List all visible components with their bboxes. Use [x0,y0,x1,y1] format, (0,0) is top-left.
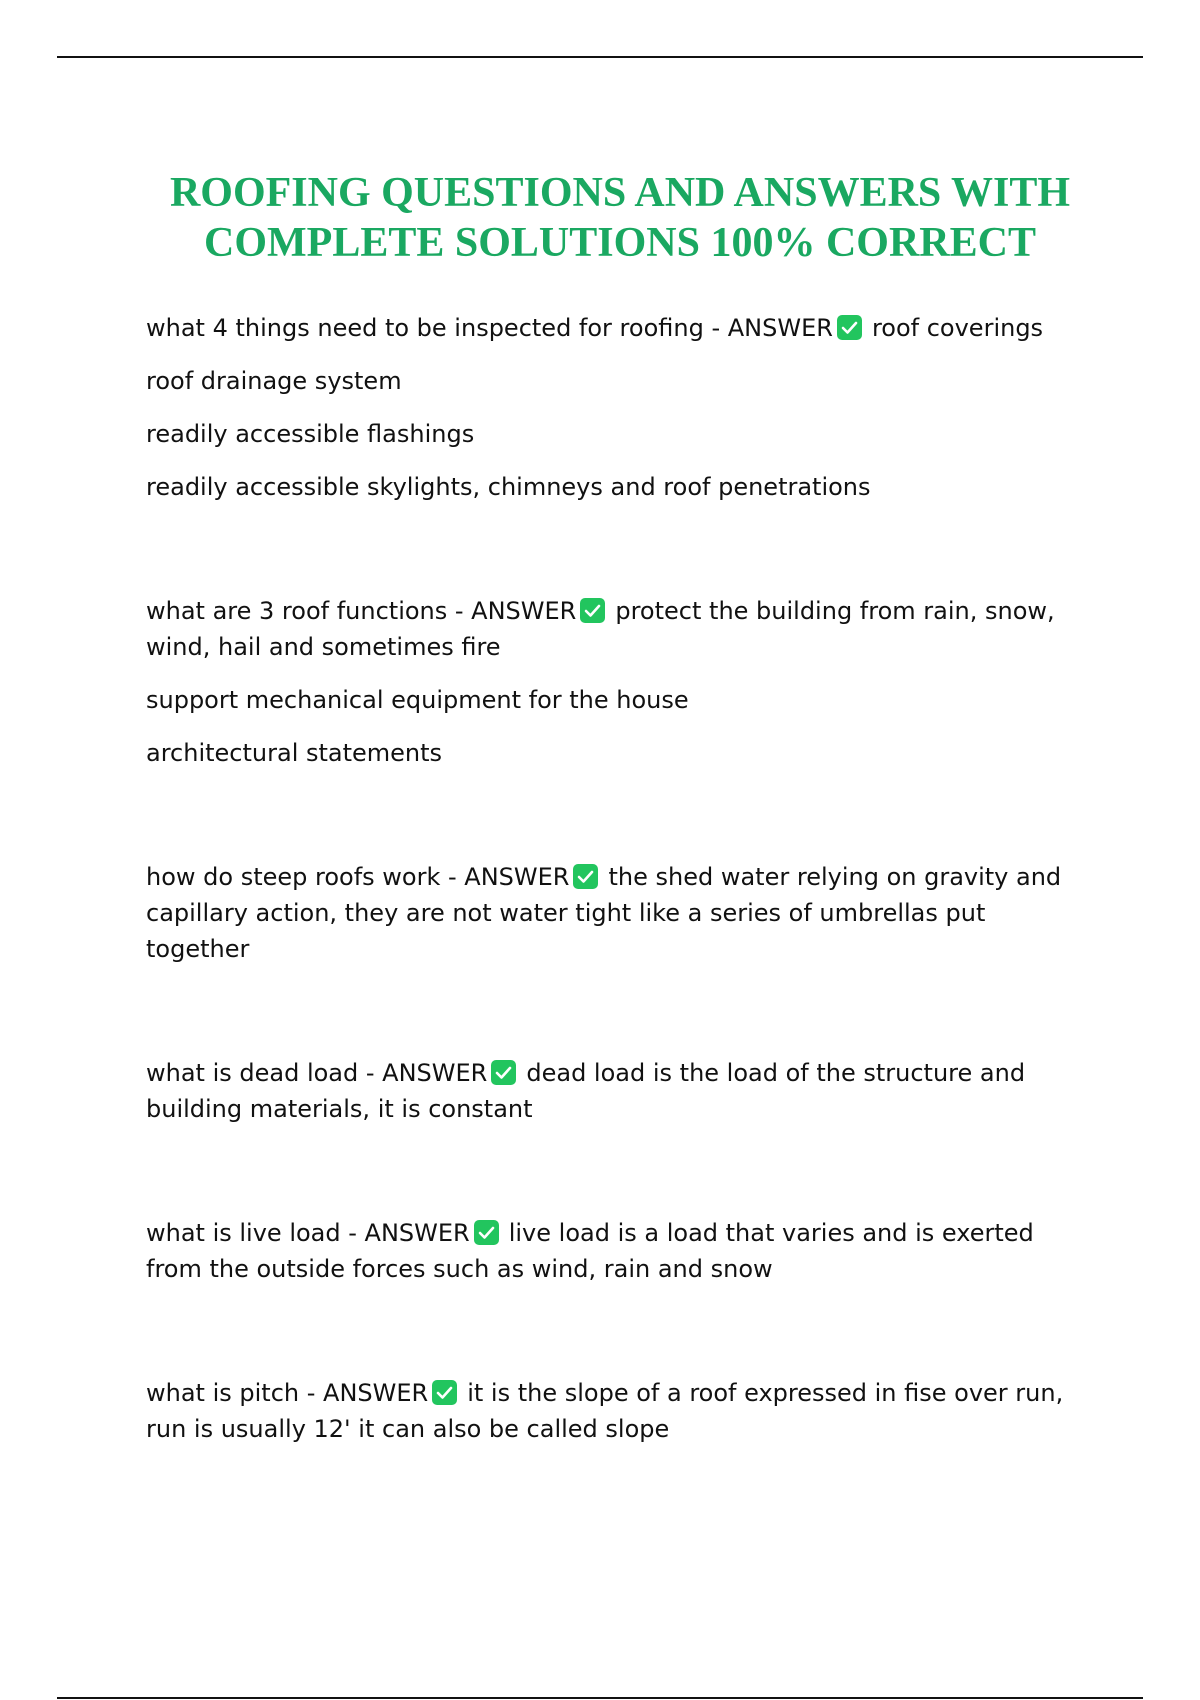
answer-text: live load is a load that varies and is exerted from the outside forces such as wind, rain and snow [146,1219,1034,1283]
answer-marker: ANSWER [323,1379,429,1407]
question-text: what is pitch - [146,1379,324,1407]
answer-marker: ANSWER [382,1059,488,1087]
qa-question-answer [146,1375,1096,1447]
qa-item [146,1375,1096,1447]
answer-extra-line: readily accessible flashings [146,420,475,448]
question-text: what is dead load - [146,1059,383,1087]
qa-item [146,1055,1096,1127]
title-line-2: COMPLETE SOLUTIONS 100% CORRECT [204,220,1036,267]
answer-extra-line: architectural statements [146,739,443,767]
answer-text: roof coverings [871,314,1044,342]
check-mark-box-icon [474,1220,499,1245]
bottom-rule [57,1697,1143,1699]
answer-marker: ANSWER [727,314,833,342]
answer-marker: ANSWER [364,1219,470,1247]
question-text: what are 3 roof functions - [146,597,472,625]
answer-text: dead load is the load of the structure and building materials, it is constant [146,1059,1026,1123]
answer-extra-line: support mechanical equipment for the house [146,686,689,714]
qa-question-answer [146,310,1096,346]
question-text: how do steep roofs work - [146,863,465,891]
check-mark-box-icon [573,864,598,889]
answer-text: protect the building from rain, snow, wind, hail and sometimes fire [146,597,1055,661]
check-mark-box-icon [837,315,862,340]
check-mark-box-icon [432,1380,457,1405]
answer-extra-line: roof drainage system [146,367,402,395]
qa-item [146,593,1096,771]
answer-text: it is the slope of a roof expressed in fise over run, run is usually 12' it can also be called slope [146,1379,1064,1443]
qa-item [146,310,1096,505]
question-text: what is live load - [146,1219,365,1247]
check-mark-box-icon [491,1060,516,1085]
qa-question-answer [146,1055,1096,1127]
qa-list [146,310,1096,1447]
answer-marker: ANSWER [471,597,577,625]
qa-question-answer [146,593,1096,665]
answer-marker: ANSWER [464,863,570,891]
qa-item [146,1215,1096,1287]
answer-extra-line: readily accessible skylights, chimneys and roof penetrations [146,473,871,501]
check-mark-box-icon [580,598,605,623]
question-text: what 4 things need to be inspected for roofing - [146,314,728,342]
qa-question-answer [146,1215,1096,1287]
document-title [100,168,1140,268]
qa-question-answer [146,859,1096,967]
top-rule [57,56,1143,58]
qa-item [146,859,1096,967]
answer-text: the shed water relying on gravity and capillary action, they are not water tight like a series of umbrellas put together [146,863,1062,963]
title-line-1: ROOFING QUESTIONS AND ANSWERS WITH [169,170,1071,217]
